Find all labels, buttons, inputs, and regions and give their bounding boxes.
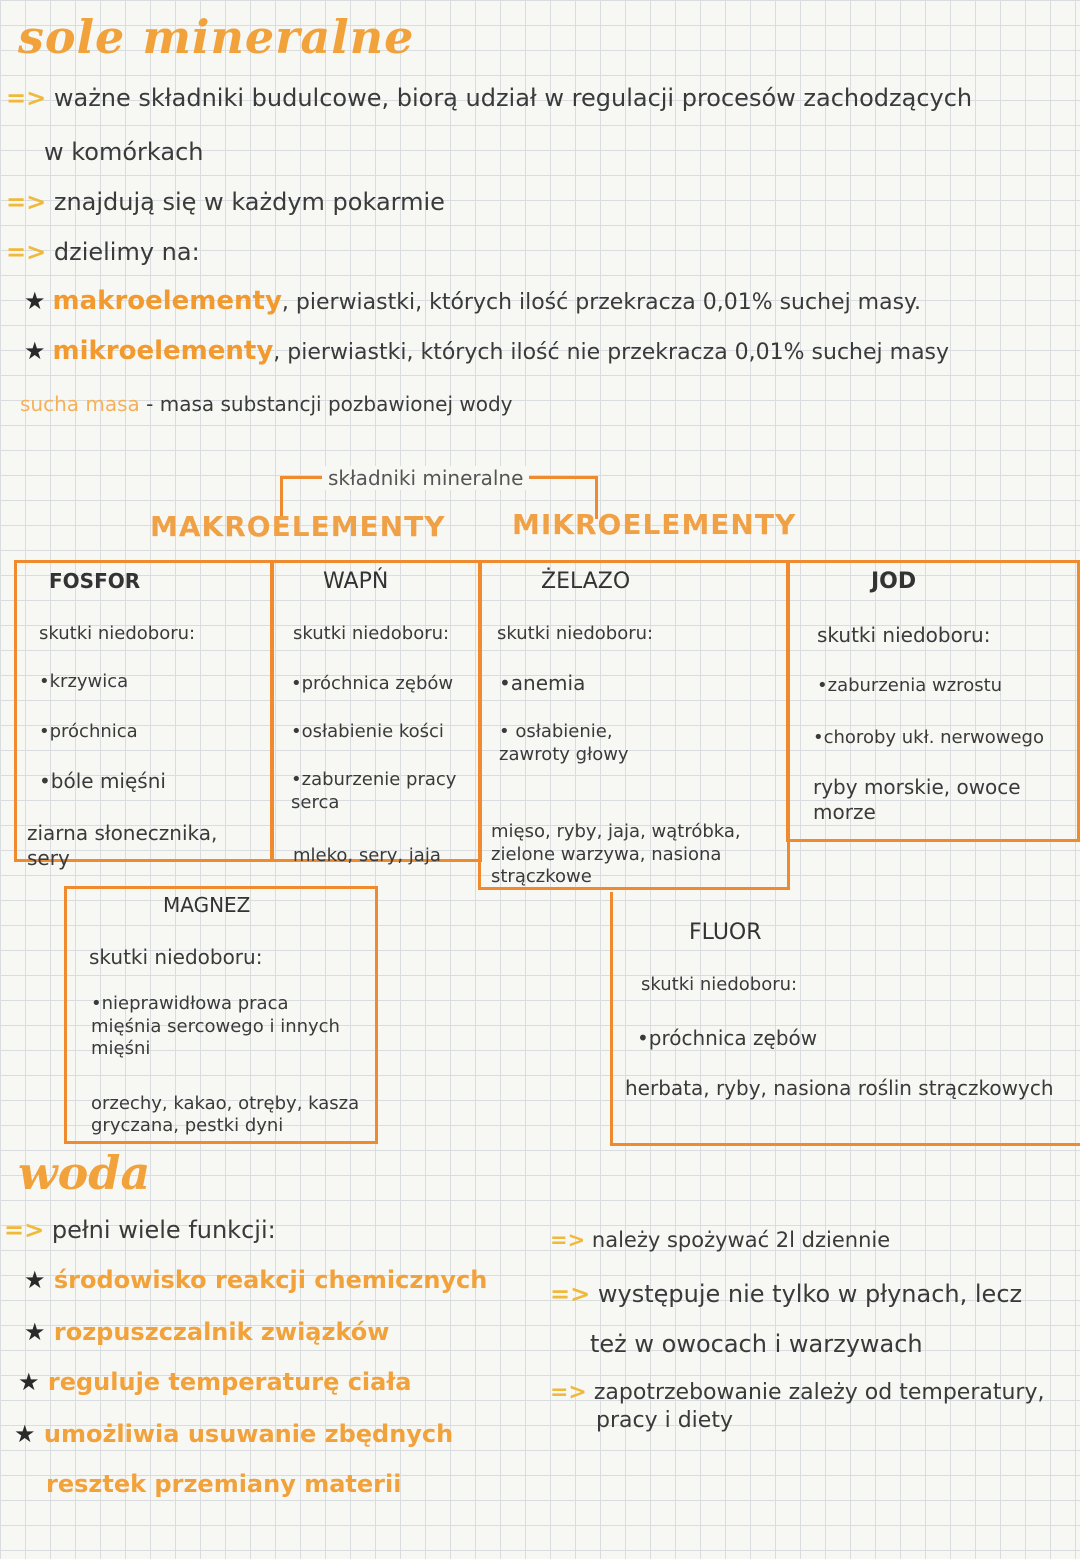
water-right-2: => występuje nie tylko w płynach, lecz xyxy=(550,1280,1023,1308)
mikro-def: , pierwiastki, których ilość nie przekracza 0,01% suchej masy xyxy=(273,340,950,365)
def-makro xyxy=(24,286,921,316)
zelazo-label: skutki niedoboru: xyxy=(497,623,654,644)
zelazo-title: ŻELAZO xyxy=(541,569,631,594)
zelazo-sources: mięso, ryby, jaja, wątróbka, zielone warzywa, nasiona strączkowe xyxy=(491,821,741,887)
jod-item-1: •zaburzenia wzrostu xyxy=(817,675,1003,696)
jod-label: skutki niedoboru: xyxy=(817,623,991,647)
fosfor-item-1: •krzywica xyxy=(39,671,129,692)
makro-def: , pierwiastki, których ilość przekracza 0,01% suchej masy. xyxy=(281,290,921,315)
star-icon: ★ xyxy=(24,287,46,315)
intro-line-1b: w komórkach xyxy=(44,138,204,166)
water-function-4-cont: resztek przemiany materii xyxy=(46,1470,402,1498)
magnez-label: skutki niedoboru: xyxy=(89,945,263,969)
box-fosfor xyxy=(14,560,274,870)
intro-line-3 xyxy=(6,238,200,266)
def-mikro xyxy=(24,336,949,366)
arrow-icon: => xyxy=(6,238,47,266)
arrow-icon: => xyxy=(6,188,47,216)
wapn-sources: mleko, sery, jaja xyxy=(293,845,441,866)
magnez-sources: orzechy, kakao, otręby, kasza gryczana, pestki dyni xyxy=(91,1093,360,1136)
water-right-1: => należy spożywać 2l dziennie xyxy=(550,1228,891,1252)
fosfor-item-2: •próchnica xyxy=(39,721,138,742)
intro-text-1: ważne składniki budulcowe, biorą udział w regulacji procesów zachodzących xyxy=(53,84,973,112)
intro-line-1 xyxy=(6,84,972,112)
fosfor-sources: ziarna słonecznika, sery xyxy=(27,821,218,870)
magnez-title: MAGNEZ xyxy=(163,893,251,917)
box-jod xyxy=(786,560,1080,842)
arrow-icon: => xyxy=(550,1228,586,1252)
box-zelazo xyxy=(478,560,790,890)
wapn-item-1: •próchnica zębów xyxy=(291,673,454,694)
sucha-def: - masa substancji pozbawionej wody xyxy=(146,392,513,416)
arrow-icon: => xyxy=(550,1280,591,1308)
wapn-title: WAPŃ xyxy=(323,569,389,594)
star-icon: ★ xyxy=(24,1266,46,1294)
wapn-item-3: •zaburzenie pracy serca xyxy=(291,769,457,813)
jod-sources: ryby morskie, owoce morze xyxy=(813,775,1021,824)
fluor-label: skutki niedoboru: xyxy=(641,974,798,995)
group-mikro: MIKROELEMENTY xyxy=(512,508,797,541)
water-intro-text: pełni wiele funkcji: xyxy=(51,1216,276,1244)
intro-text-2: znajdują się w każdym pokarmie xyxy=(53,188,445,216)
group-makro: MAKROELEMENTY xyxy=(150,510,446,543)
magnez-item-1: •nieprawidłowa praca mięśnia sercowego i innych mięśni xyxy=(91,993,340,1059)
star-icon: ★ xyxy=(14,1420,36,1448)
fosfor-label: skutki niedoboru: xyxy=(39,623,196,644)
water-function-4: ★ umożliwia usuwanie zbędnych xyxy=(14,1420,454,1448)
star-icon: ★ xyxy=(18,1368,40,1396)
fluor-title: FLUOR xyxy=(689,920,762,945)
box-fluor xyxy=(610,892,1080,1146)
jod-item-2: •choroby ukł. nerwowego xyxy=(813,727,1044,748)
fluor-sources: herbata, ryby, nasiona roślin strączkowych xyxy=(625,1076,1054,1100)
sucha-term: sucha masa xyxy=(20,392,140,416)
water-right-3: też w owocach i warzywach xyxy=(590,1330,923,1358)
water-function-1: ★ środowisko reakcji chemicznych xyxy=(24,1266,488,1294)
jod-title: JOD xyxy=(871,569,917,594)
fosfor-item-3: •bóle mięśni xyxy=(39,769,166,793)
water-right-4: => zapotrzebowanie zależy od temperatury, xyxy=(550,1380,1045,1405)
water-title: woda xyxy=(18,1146,151,1200)
box-magnez xyxy=(64,886,378,1144)
arrow-icon: => xyxy=(6,84,47,112)
page-title: sole mineralne xyxy=(18,10,415,64)
zelazo-item-1: •anemia xyxy=(499,671,586,695)
arrow-icon: => xyxy=(550,1380,587,1405)
water-function-3: ★ reguluje temperaturę ciała xyxy=(18,1368,412,1396)
fosfor-title: FOSFOR xyxy=(49,569,141,593)
mikro-term: mikroelementy xyxy=(52,336,274,366)
def-sucha xyxy=(20,392,513,416)
diagram-root: składniki mineralne xyxy=(322,466,529,490)
arrow-icon: => xyxy=(4,1216,45,1244)
intro-line-2 xyxy=(6,188,445,216)
water-right-5: pracy i diety xyxy=(596,1408,733,1433)
water-function-2: ★ rozpuszczalnik związków xyxy=(24,1318,390,1346)
water-intro xyxy=(4,1216,276,1244)
fluor-item-1: •próchnica zębów xyxy=(637,1026,818,1050)
star-icon: ★ xyxy=(24,337,46,365)
intro-text-3: dzielimy na: xyxy=(53,238,200,266)
box-wapn xyxy=(270,560,482,866)
wapn-item-2: •osłabienie kości xyxy=(291,721,444,742)
star-icon: ★ xyxy=(24,1318,46,1346)
zelazo-item-2: • osłabienie, zawroty głowy xyxy=(499,721,629,765)
makro-term: makroelementy xyxy=(52,286,282,316)
wapn-label: skutki niedoboru: xyxy=(293,623,450,644)
